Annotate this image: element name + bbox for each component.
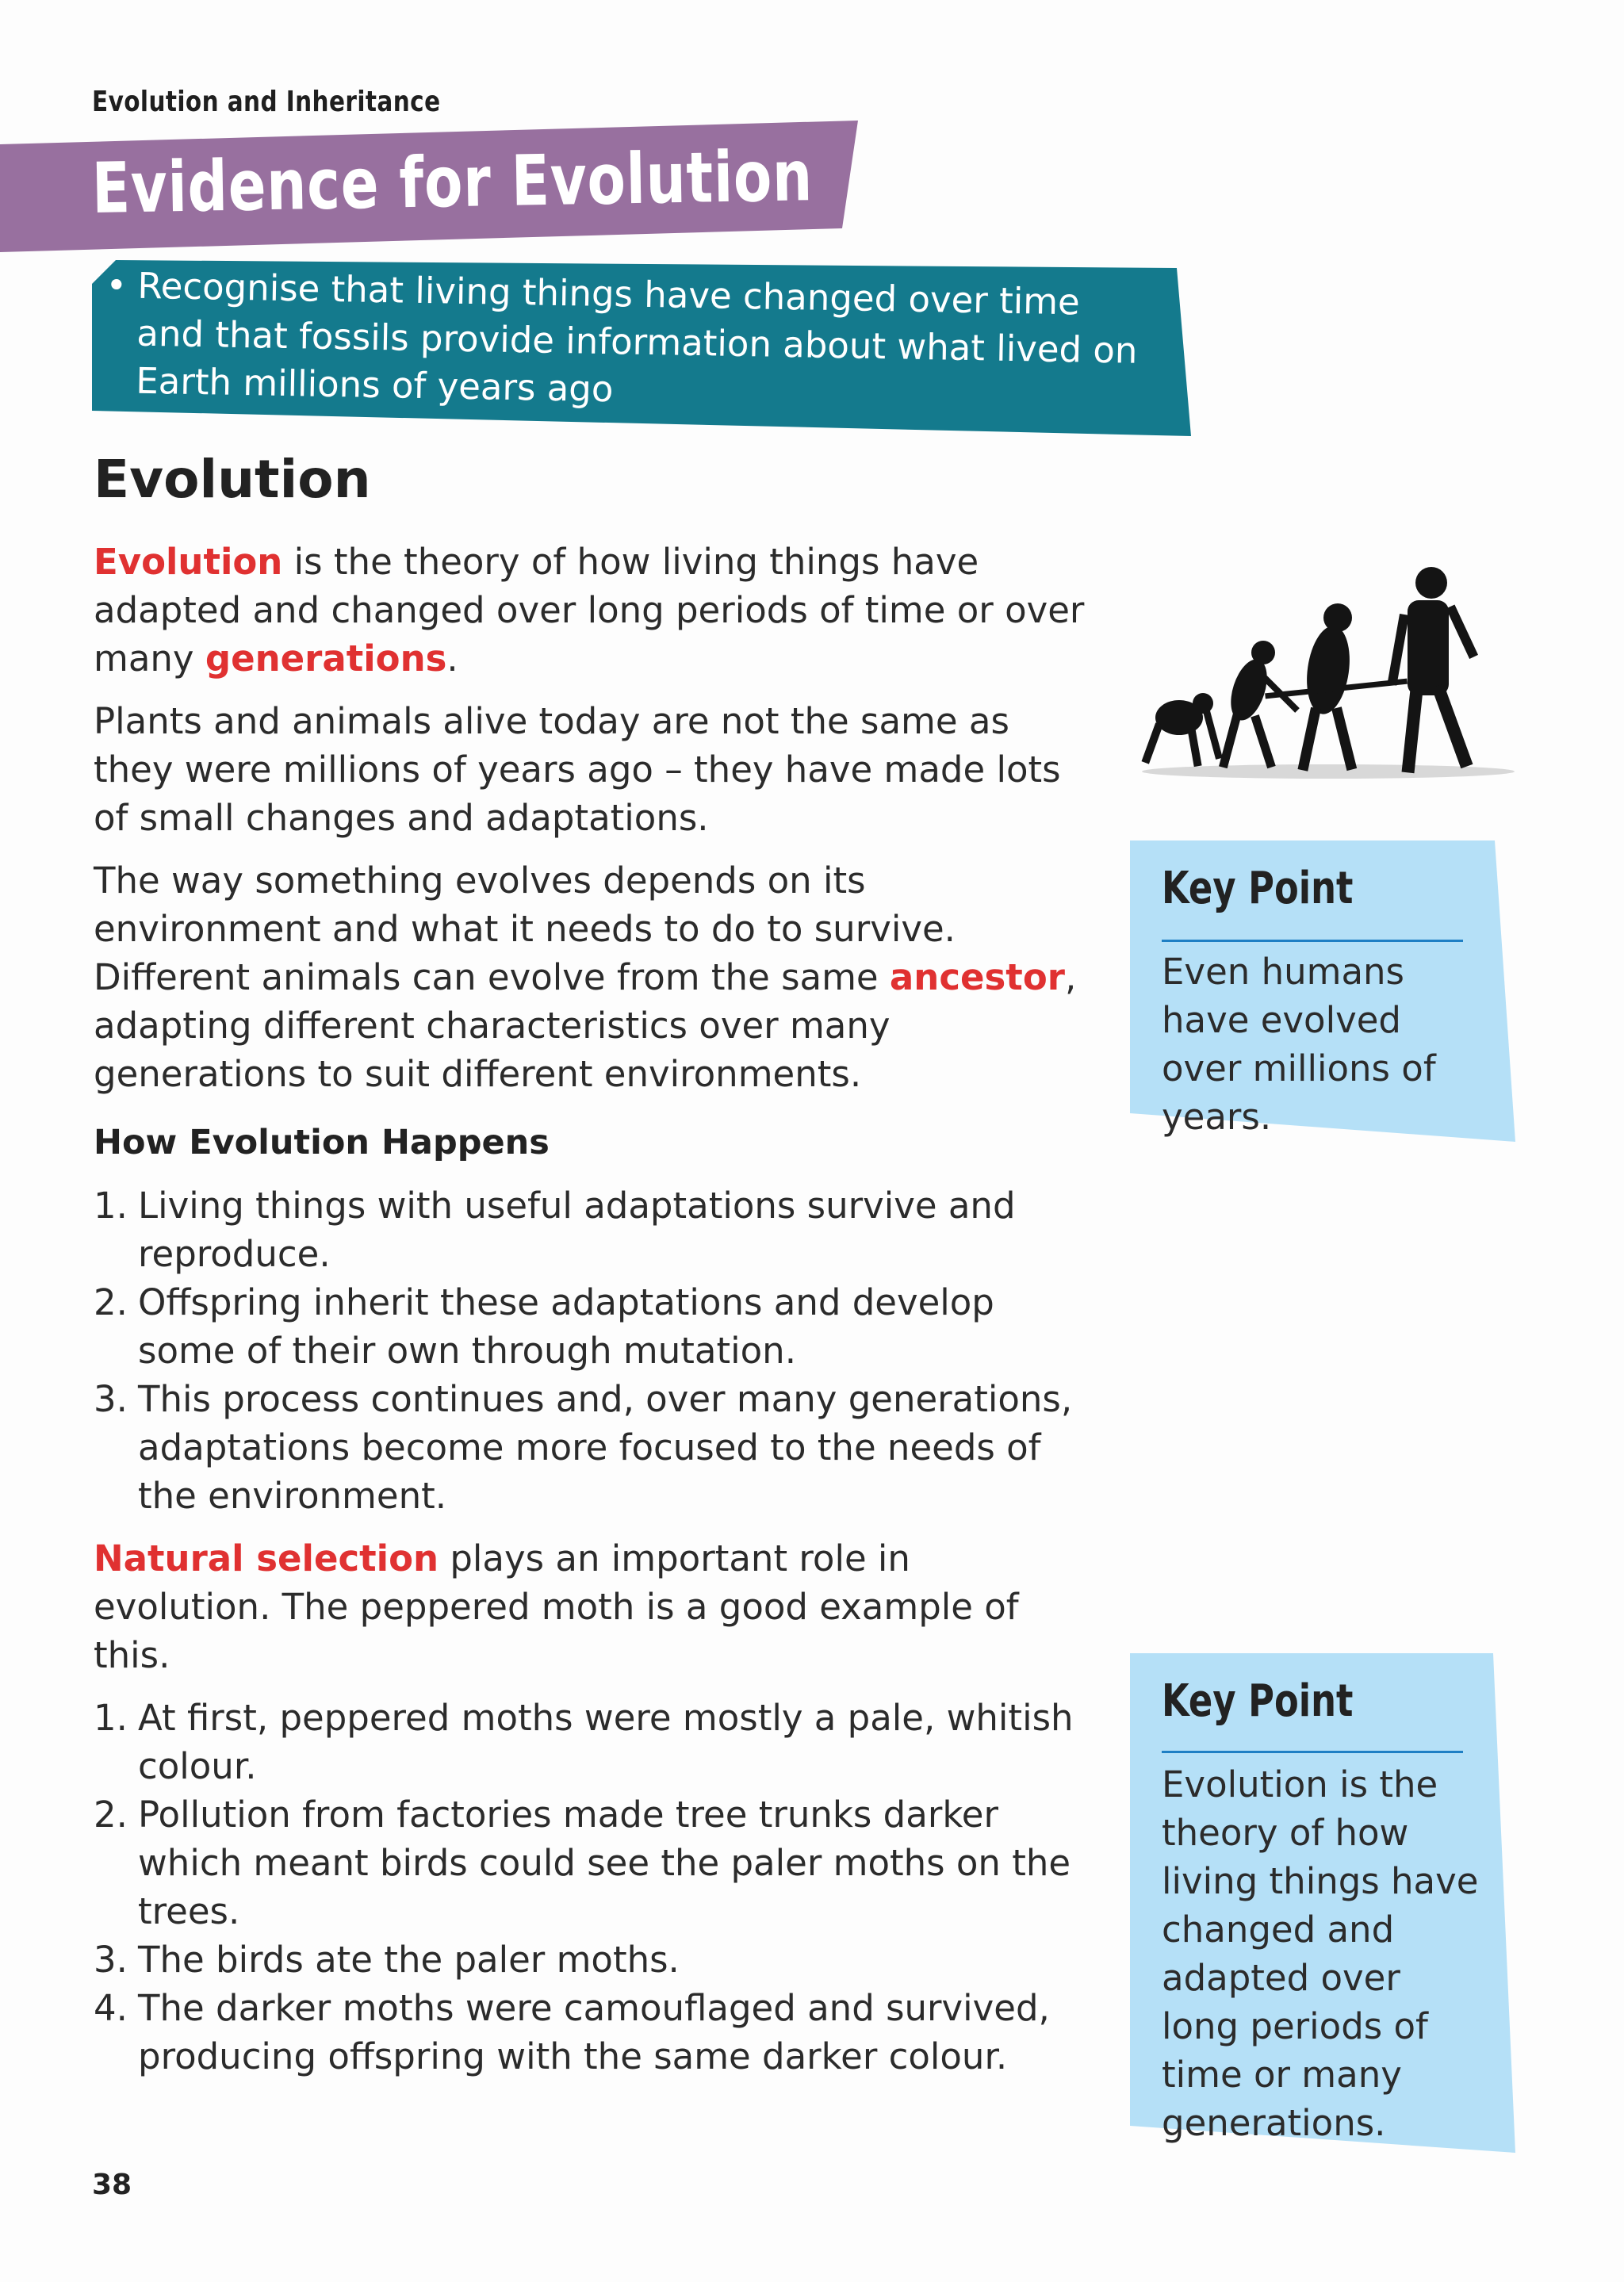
paragraph-text: . (446, 638, 458, 680)
key-point-title: Key Point (1162, 863, 1354, 914)
list-text: This process continues and, over many generations, adaptations become more focused to the needs of the environment. (138, 1378, 1073, 1517)
list-number: 3. (94, 1939, 128, 1981)
keyword-generations: generations (205, 638, 447, 680)
human-evolution-silhouette-icon (1130, 559, 1519, 797)
key-point-divider (1162, 940, 1463, 942)
paragraph-environment (94, 856, 1094, 1098)
keyword-evolution: Evolution (94, 541, 283, 583)
subheading-how-evolution-happens: How Evolution Happens (94, 1123, 550, 1162)
list-item (94, 1278, 1094, 1375)
keyword-natural-selection: Natural selection (94, 1537, 439, 1579)
list-number: 1. (94, 1697, 128, 1739)
page-number: 38 (92, 2169, 132, 2201)
key-point-text: Even humans have evolved over millions of years. (1162, 951, 1436, 1138)
objective-text: Recognise that living things have changed over time and that fossils provide information about what lived on Earth millions of years ago (135, 264, 1138, 411)
list-text: At first, peppered moths were mostly a pale, whitish colour. (138, 1697, 1074, 1787)
learning-objective (104, 262, 1153, 423)
key-point-box (1130, 1653, 1519, 2153)
list-number: 1. (94, 1185, 128, 1227)
list-item (94, 1181, 1094, 1278)
list-item (94, 1984, 1094, 2081)
section-label: Evolution and Inheritance (92, 86, 441, 118)
list-item (94, 1790, 1094, 1935)
keyword-ancestor: ancestor (889, 956, 1065, 998)
list-text: Pollution from factories made tree trunks darker which meant birds could see the paler moths on the trees. (138, 1794, 1071, 1932)
list-text: Living things with useful adaptations survive and reproduce. (138, 1185, 1016, 1275)
paragraph-text: plays an important role in evolution. The peppered moth is a good example of this. (94, 1537, 1019, 1676)
list-number: 4. (94, 1987, 128, 2029)
list-number: 3. (94, 1378, 128, 1420)
evolution-definition (94, 538, 1094, 683)
list-item (94, 1935, 1094, 1984)
list-item (94, 1375, 1094, 1520)
key-point-text: Evolution is the theory of how living things have changed and adapted over long periods of time or many generations. (1162, 1763, 1479, 2144)
evolution-steps-list (94, 1181, 1094, 1520)
key-point-box (1130, 840, 1519, 1142)
list-text: The birds ate the paler moths. (138, 1939, 680, 1981)
paragraph-text: is the theory of how living things have adapted and changed over long periods of time or over many (94, 541, 1085, 680)
list-text: Offspring inherit these adaptations and develop some of their own through mutation. (138, 1281, 994, 1372)
list-number: 2. (94, 1281, 128, 1323)
page-title: Evidence for Evolution (91, 135, 814, 229)
paragraph-text: The way something evolves depends on its environment and what it needs to do to survive. Different animals can evolve from the same (94, 860, 956, 998)
paragraph-natural-selection (94, 1534, 1094, 1679)
list-text: The darker moths were camouflaged and survived, producing offspring with the same darker colour. (138, 1987, 1050, 2077)
paragraph-text: , adapting different characteristics over many generations to suit different environments. (94, 956, 1077, 1095)
bullet-icon: • (105, 263, 128, 307)
section-heading: Evolution (94, 449, 371, 510)
moth-steps-list (94, 1694, 1094, 2081)
list-number: 2. (94, 1794, 128, 1836)
key-point-title: Key Point (1162, 1675, 1354, 1727)
main-content (94, 444, 1094, 2095)
key-point-divider (1162, 1751, 1463, 1753)
paragraph-plants-animals: Plants and animals alive today are not the same as they were millions of years ago – they have made lots of small changes and adaptations. (94, 700, 1061, 839)
list-item (94, 1694, 1094, 1790)
